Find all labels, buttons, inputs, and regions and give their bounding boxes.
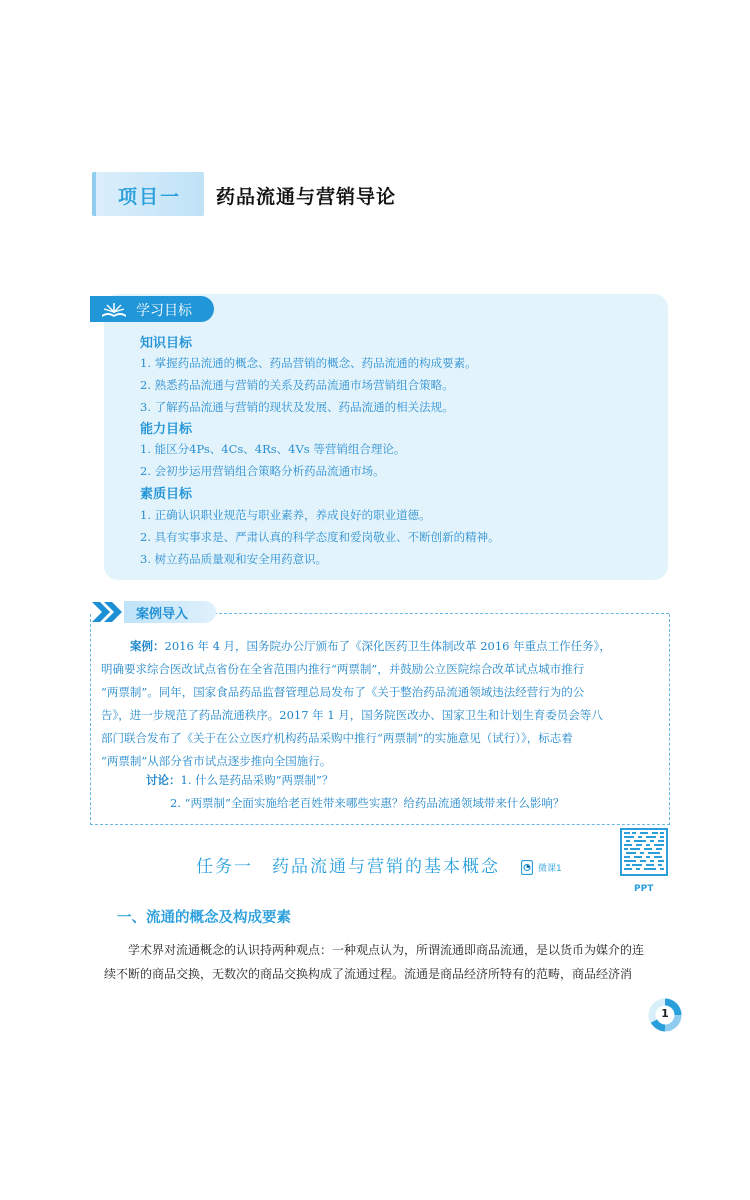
ppt-label: PPT — [634, 884, 654, 894]
case-line: “两票制”从部分省市试点逐步推向全国施行。 — [101, 754, 332, 768]
goal-item: 2. 具有实事求是、严肃认真的科学态度和爱岗敬业、不断创新的精神。 — [140, 530, 500, 544]
case-line: 明确要求综合医改试点省份在全省范围内推行“两票制”，并鼓励公立医院综合改革试点城市推行 — [101, 662, 585, 676]
case-line: 告》，进一步规范了药品流通秩序。2017 年 1 月，国务院医改办、国家卫生和计划生育委员会等八 — [101, 708, 603, 722]
discuss-line: 讨论：1. 什么是药品采购“两票制”？ — [146, 773, 334, 787]
quality-goals-heading: 素质目标 — [140, 487, 193, 502]
body-line: 学术界对流通概念的认识持两种观点：一种观点认为，所谓流通即商品流通，是以货币为媒介的连 — [128, 943, 645, 957]
open-book-icon — [100, 299, 128, 319]
case-line: 案例：2016 年 4 月，国务院办公厅颁布了《深化医药卫生体制改革 2016 年重点工作任务》， — [130, 639, 611, 653]
task-title: 任务一 药品流通与营销的基本概念 — [196, 857, 500, 877]
goal-item: 2. 熟悉药品流通与营销的关系及药品流通市场营销组合策略。 — [140, 378, 454, 392]
knowledge-goals-heading: 知识目标 — [140, 336, 193, 351]
goal-item: 1. 能区分4Ps、4Cs、4Rs、4Vs 等营销组合理论。 — [140, 442, 406, 456]
section-title: 一、流通的概念及构成要素 — [117, 910, 291, 926]
learning-goals-label: 学习目标 — [136, 303, 192, 319]
case-intro-top-border — [214, 613, 669, 614]
case-lead: 案例： — [130, 639, 165, 653]
micro-lesson-label[interactable]: 微课1 — [538, 864, 562, 874]
goal-item: 1. 掌握药品流通的概念、药品营销的概念、药品流通的构成要素。 — [140, 356, 477, 370]
body-line: 续不断的商品交换，无数次的商品交换构成了流通过程。流通是商品经济所特有的范畴，商品经济消 — [104, 967, 633, 981]
case-line: “两票制”。同年，国家食品药品监督管理总局发布了《关于整治药品流通领域违法经营行为的公 — [101, 685, 585, 699]
double-chevron-icon — [90, 600, 126, 624]
page-number: 1 — [661, 1007, 669, 1020]
qr-code-icon[interactable] — [620, 828, 668, 876]
discuss-label: 讨论： — [146, 773, 181, 787]
project-label: 项目一 — [118, 186, 182, 208]
project-title: 药品流通与营销导论 — [216, 186, 397, 208]
goal-item: 2. 会初步运用营销组合策略分析药品流通市场。 — [140, 464, 385, 478]
case-line: 部门联合发布了《关于在公立医疗机构药品采购中推行“两票制”的实施意见（试行）》，标志着 — [101, 731, 573, 745]
micro-lesson-icon[interactable] — [521, 860, 533, 875]
case-intro-label: 案例导入 — [136, 607, 189, 622]
ability-goals-heading: 能力目标 — [140, 422, 193, 437]
goal-item: 3. 了解药品流通与营销的现状及发展、药品流通的相关法规。 — [140, 400, 454, 414]
goal-item: 1. 正确认识职业规范与职业素养，养成良好的职业道德。 — [140, 508, 431, 522]
discuss-line: 2. “两票制”全面实施给老百姓带来哪些实惠？给药品流通领域带来什么影响？ — [170, 796, 565, 810]
goal-item: 3. 树立药品质量观和安全用药意识。 — [140, 552, 328, 566]
